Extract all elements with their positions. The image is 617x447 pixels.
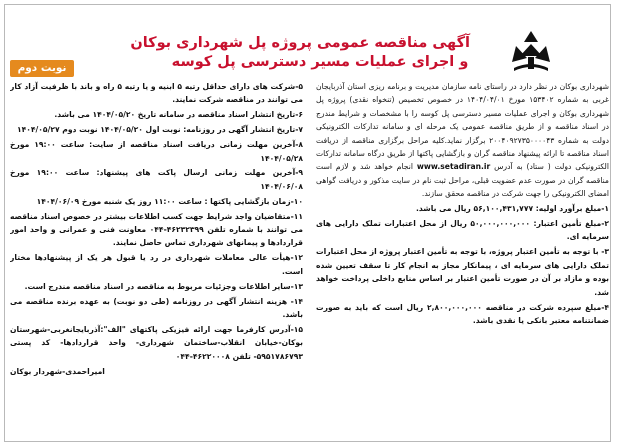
- docs-publish-date-item: ۶-تاریخ انتشار اسناد مناقصه در سامانه تاریخ ۱۴۰۴/۰۵/۲۰ می باشد.: [54, 110, 303, 120]
- newspaper-dates-item: ۷-تاریخ انتشار آگهی در روزنامه: نوبت اول ۱۴۰۴/۰۵/۲۰ نوبت دوم ۱۴۰۴/۰۵/۲۷: [16, 125, 303, 135]
- bid-deadline-item: ۹-آخرین مهلت زمانی ارسال پاکت های پیشنهاد: ساعت ۱۹:۰۰ مورخ ۱۴۰۴/۰۶/۰۸: [10, 168, 303, 191]
- setad-website-link[interactable]: www.setadiran.ir: [416, 162, 491, 172]
- mayor-signature: امیراحمدی-شهردار بوکان: [10, 366, 105, 376]
- docs-deadline-item: ۸-آخرین مهلت زمانی دریافت اسناد مناقصه از سایت: ساعت ۱۹:۰۰ مورخ ۱۴۰۴/۰۵/۲۸: [10, 140, 303, 163]
- intro-text-2: انجام خواهد شد و لازم است مناقصه گران در صورت عدم عضویت قبلی، مراحل ثبت نام در سایت مذکور و دریافت گواهی امضای الکترونیکی را جهت شرکت در مناقصه محقق سازند.: [316, 162, 609, 199]
- left-column: [10, 80, 303, 440]
- title-line-2: و اجرای عملیات مسیر دسترسی پل کوسه: [171, 54, 469, 70]
- right-column: [316, 80, 609, 440]
- estimate-item: ۱-مبلغ برآورد اولیه: ۵۶,۱۰۰,۴۳۱,۷۷۷ ریال می باشد.: [416, 204, 609, 214]
- deposit-item: ۴-مبلغ سپرده شرکت در مناقصه ۲,۸۰۰,۰۰۰,۰۰۰ ریال است که باید به صورت ضمانتنامه معتبر بانکی یا نقدی باشد.: [316, 302, 609, 325]
- committee-item: ۱۲-هیأت عالی معاملات شهرداری در رد یا قبول هر یک از پیشنهادها مختار است.: [10, 253, 303, 276]
- second-round-badge: نوبت دوم: [10, 60, 74, 77]
- address-item: ۱۵-آدرس کارفرما جهت ارائه فیزیکی پاکتهای "الف":آذربایجانغربی-شهرستان بوکان-خیابان انقلاب-ساختمان شهرداری- واحد قراردادها- کد پستی ۵۹۵۱۷۸۶۷۹۳- تلفن ۴۶۲۲۰۰۰۸-۰۴۴: [10, 324, 303, 361]
- contact-item: ۱۱-متقاضیان واجد شرایط جهت کسب اطلاعات بیشتر در خصوص اسناد مناقصه می توانند با شماره تلفن ۴۶۲۳۲۳۹۹-۰۴۴ معاونت فنی و عمرانی و واحد امور قراردادها و پیمانهای شهرداری تماس حاصل نمایند.: [10, 211, 303, 248]
- ad-cost-item: ۱۴- هزینه انتشار آگهی در روزنامه (طی دو نوبت) به عهده برنده مناقصه می باشد.: [10, 296, 303, 319]
- intro-paragraph: [316, 80, 609, 201]
- opening-time-item: ۱۰-زمان بازگشایی پاکتها : ساعت ۱۱:۰۰ روز یک شنبه مورخ ۱۴۰۴/۰۶/۰۹: [36, 196, 303, 206]
- intro-text: شهرداری بوکان در نظر دارد در راستای نامه سازمان مدیریت و برنامه ریزی استان آذربایجان غربی به شماره ۱۵۳۴۰۲ مورخ ۱۴۰۴/۰۴/۰۱ در خصوص تخصیص (تنخواه نقدی) پروژه پل شهرداری بوکان و اجرای عملیات مسیر دسترسی پل کوسه را با مشخصات و شرایط مندرج در اسناد مناقصه و از طریق مناقصه عمومی یک مرحله ای و سامانه تدارکات الکترونیکی دولت به شماره ۲۰۰۴۰۹۲۷۳۵۰۰۰۰۴۳ برگزار نماید.کلیه مراحل برگزاری مناقصه از دریافت اسناد مناقصه تا ارائه پیشنهاد مناقصه گران و بازگشایی پاکتها از طریق درگاه سامانه تدارکات الکترونیکی دولت ( ستاد) به آدرس: [316, 82, 609, 172]
- budget-item: ۲-مبلغ تأمین اعتبار: ۵۰,۰۰۰,۰۰۰,۰۰۰ ریال از محل اعتبارات تملک دارایی های سرمایه ای.: [316, 219, 609, 242]
- title-line-1: آگهی مناقصه عمومی پروژه پل شهرداری بوکان: [130, 35, 470, 51]
- municipality-logo-icon: [508, 30, 554, 76]
- eligibility-item: ۵-شرکت های دارای حداقل رتبه ۵ ابنیه و یا رتبه ۵ راه و باند با ظرفیت آزاد کار می توانند در مناقصه شرکت نمایند.: [10, 82, 303, 105]
- details-item: ۱۳-سایر اطلاعات وجزئیات مربوط به مناقصه در اسناد مناقصه مندرج است.: [24, 281, 303, 291]
- notice-header: [0, 0, 617, 78]
- funding-item: ۳- با توجه به تأمین اعتبار پروژه، با توجه به تأمین اعتبار پروژه از محل اعتبارات تملک دارایی های سرمایه ای ، پیمانکار مجاز به انجام کار تا سقف تعیین شده بوده و مازاد بر آن در صورت تأمین اعتبار بر اساس منابع داخلی پرداخت خواهد شد.: [316, 247, 609, 297]
- notice-title: [130, 34, 470, 72]
